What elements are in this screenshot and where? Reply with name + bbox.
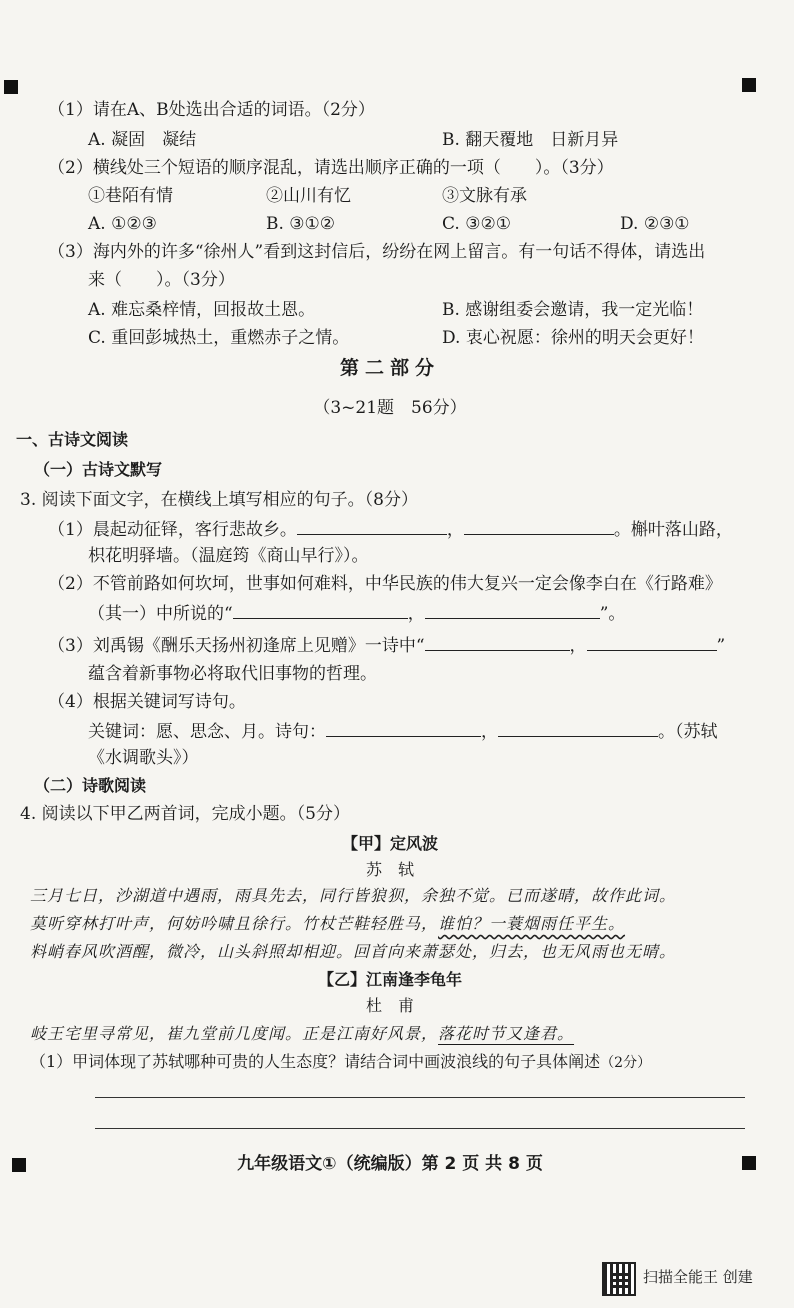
q3-option-d: D. 衷心祝愿：徐州的明天会更好！ — [442, 328, 704, 348]
poem-1-author: 苏 轼 — [365, 860, 414, 879]
q3-option-c: C. 重回彭城热土，重燃赤子之情。 — [88, 328, 350, 348]
registration-mark-top-left — [4, 80, 18, 94]
registration-mark-bottom-right — [742, 1156, 756, 1170]
q3-option-b: B. 感谢组委会邀请，我一定光临！ — [442, 300, 704, 320]
answer-blank[interactable] — [326, 718, 481, 737]
answer-blank[interactable] — [498, 718, 658, 737]
q3-item3-sep: ， — [569, 636, 587, 656]
question-4-stem: 4. 阅读以下甲乙两首词，完成小题。（5分） — [20, 804, 350, 824]
question-3-item-2: （2）不管前路如何坎坷，世事如何难料，中华民族的伟大复兴一定会像李白在《行路难》 — [48, 574, 722, 594]
q3-stem-line2: 来（ ）。（3分） — [88, 270, 235, 290]
answer-blank[interactable] — [587, 632, 717, 651]
poem-1-preface: 三月七日，沙湖道中遇雨，雨具先去，同行皆狼狈，余独不觉。已而遂晴，故作此词。 — [30, 886, 677, 905]
q3-stem-line1: （3）海内外的许多“徐州人”看到这封信后，纷纷在网上留言。有一句话不得体，请选出 — [48, 242, 706, 262]
q2-stem: （2）横线处三个短语的顺序混乱，请选出顺序正确的一项（ ）。（3分） — [48, 158, 614, 178]
question-3-item-2-cont — [88, 600, 625, 626]
answer-blank[interactable] — [425, 632, 570, 651]
q2-phrase-1: ①巷陌有情 — [88, 186, 173, 206]
question-3-item-4: （4）根据关键词写诗句。 — [48, 692, 246, 712]
q4-sub1-text: （1）甲词体现了苏轼哪种可贵的人生态度？请结合词中画波浪线的句子具体阐述 — [30, 1052, 601, 1071]
poem-2-line-1-text: 岐王宅里寻常见，崔九堂前几度闻。正是江南好风景， — [30, 1024, 439, 1043]
q2-option-d: D. ②③① — [620, 214, 690, 234]
q3-item3-text-a: （3）刘禹锡《酬乐天扬州初逢席上见赠》一诗中“ — [48, 636, 425, 656]
qr-code-icon — [602, 1262, 636, 1296]
page-footer: 九年级语文①（统编版）第 2 页 共 8 页 — [237, 1154, 543, 1174]
q1-option-a: A. 凝固 凝结 — [88, 130, 197, 150]
question-3-item-4-source: 《水调歌头》） — [88, 748, 199, 768]
question-3-item-3-cont: 蕴含着新事物必将取代旧事物的哲理。 — [88, 664, 377, 684]
q3-item1-sep: ， — [446, 520, 464, 540]
part2-title: 第二部分 — [339, 357, 440, 379]
q3-item1-text-a: （1）晨起动征铎，客行悲故乡。 — [48, 520, 297, 540]
q1-option-b: B. 翻天覆地 日新月异 — [442, 130, 619, 150]
subsection-title-recitation: （一）古诗文默写 — [34, 460, 163, 479]
registration-mark-top-right — [742, 78, 756, 92]
q3-item4-text-b: 关键词：愿、思念、月。诗句： — [88, 722, 326, 742]
poem-2-line-1 — [30, 1022, 574, 1046]
q1-stem: （1）请在A、B处选出合适的词语。（2分） — [48, 100, 375, 120]
poem-1-line-2: 料峭春风吹酒醒，微冷，山头斜照却相迎。回首向来萧瑟处，归去，也无风雨也无晴。 — [30, 942, 677, 961]
question-3-item-4-cont — [88, 718, 718, 744]
answer-blank[interactable] — [464, 516, 614, 535]
q3-item4-sep: ， — [481, 722, 498, 742]
question-3-item-1 — [48, 516, 733, 542]
q3-item4-end: 。（苏轼 — [658, 722, 718, 742]
section-title-classical-reading: 一、古诗文阅读 — [16, 430, 129, 449]
poem-1-title: 【甲】定风波 — [341, 834, 438, 853]
scanner-watermark: 扫描全能王 创建 — [643, 1268, 753, 1286]
q3-item1-text-b: 。槲叶落山路， — [613, 520, 733, 540]
question-3-item-1-cont: 枳花明驿墙。（温庭筠《商山早行》）。 — [88, 546, 369, 566]
registration-mark-bottom-left — [12, 1158, 26, 1172]
q2-option-b: B. ③①② — [266, 214, 336, 234]
answer-blank[interactable] — [233, 600, 408, 619]
q2-option-a: A. ①②③ — [88, 214, 157, 234]
subsection-title-poetry-reading: （二）诗歌阅读 — [34, 776, 147, 795]
answer-line[interactable] — [95, 1128, 745, 1129]
q2-option-c: C. ③②① — [442, 214, 511, 234]
poem-1-line-1-text: 莫听穿林打叶声，何妨吟啸且徐行。竹杖芒鞋轻胜马， — [30, 914, 439, 933]
poem-1-wavy-underlined-line: 谁怕？一蓑烟雨任平生。 — [438, 914, 626, 933]
q2-phrase-2: ②山川有忆 — [266, 186, 351, 206]
answer-blank[interactable] — [425, 600, 600, 619]
poem-2-author: 杜 甫 — [365, 996, 414, 1015]
q3-item3-end: ” — [716, 636, 726, 656]
q2-phrase-3: ③文脉有承 — [442, 186, 527, 206]
q3-option-a: A. 难忘桑梓情，回报故土恩。 — [88, 300, 316, 320]
q3-item2-sep: ， — [407, 604, 425, 624]
q3-item2-text-b: （其一）中所说的“ — [88, 604, 233, 624]
answer-line[interactable] — [95, 1097, 745, 1098]
answer-blank[interactable] — [297, 516, 447, 535]
question-3-item-3 — [48, 632, 725, 658]
part2-subtitle: （3~21题 56分） — [313, 398, 467, 418]
question-3-stem: 3. 阅读下面文字，在横线上填写相应的句子。（8分） — [20, 490, 418, 510]
poem-1-line-1 — [30, 912, 625, 936]
poem-2-underlined-line: 落花时节又逢君。 — [438, 1024, 575, 1043]
question-4-sub-1 — [30, 1050, 651, 1075]
q3-item2-end: ”。 — [599, 604, 626, 624]
poem-2-title: 【乙】江南逢李龟年 — [317, 970, 462, 989]
q4-sub1-score: （2分） — [600, 1055, 652, 1071]
